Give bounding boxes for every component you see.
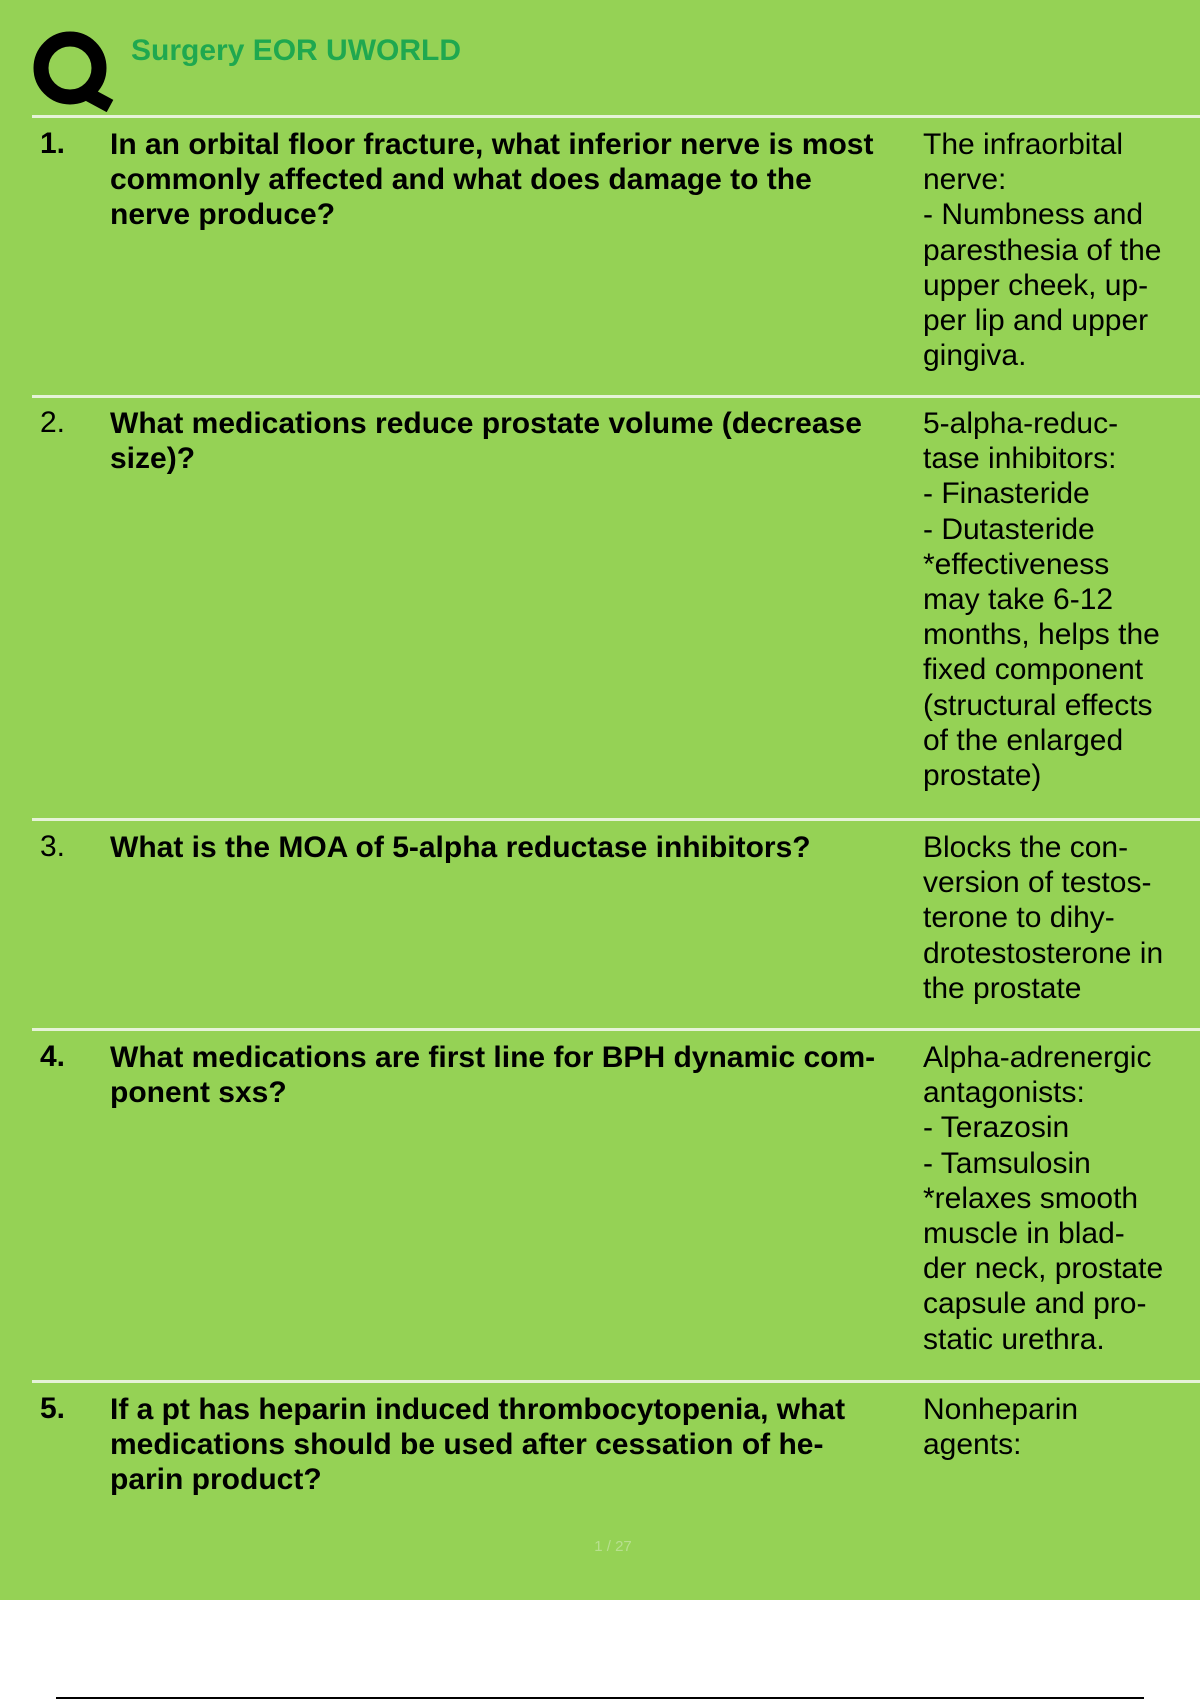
card-question: What medications are first line for BPH dynamic com- ponent sxs? <box>110 1041 876 1109</box>
card-number: 5. <box>40 1392 66 1425</box>
page-counter: 1 / 27 <box>594 1538 632 1555</box>
card-number: 3. <box>40 830 66 863</box>
quizlet-q-logo-icon <box>32 30 114 112</box>
divider <box>32 1380 1200 1383</box>
card-number: 4. <box>40 1040 66 1073</box>
card-question: What is the MOA of 5-alpha reductase inhibitors? <box>110 831 811 864</box>
card-answer: Nonheparin agents: <box>923 1393 1079 1462</box>
divider <box>32 1028 1200 1031</box>
card-answer: Blocks the con- version of testos- terone to dihy- drotestosterone in the prostate <box>923 831 1164 1005</box>
card-answer: Alpha-adrenergic antagonists: - Terazosin - Tamsulosin *relaxes smooth muscle in blad- der neck, prostate capsule and pro- static urethra. <box>923 1041 1164 1356</box>
document-header <box>32 30 1200 116</box>
document-title: Surgery EOR UWORLD <box>131 34 462 67</box>
page-bottom-rule <box>56 1697 1144 1699</box>
card-answer: The infraorbital nerve: - Numbness and paresthesia of the upper cheek, up- per lip and upper gingiva. <box>923 128 1162 373</box>
card-number: 2. <box>40 406 66 439</box>
divider <box>32 395 1200 398</box>
card-number: 1. <box>40 127 66 160</box>
card-question: What medications reduce prostate volume (decrease size)? <box>110 407 862 475</box>
divider <box>32 115 1200 118</box>
card-question: In an orbital floor fracture, what inferior nerve is most commonly affected and what does damage to the nerve produce? <box>110 128 874 231</box>
divider <box>32 818 1200 821</box>
card-answer: 5-alpha-reduc- tase inhibitors: - Finasteride - Dutasteride *effectiveness may take 6-12 months, helps the fixed component (structural effects of the enlarged prostate) <box>923 407 1160 793</box>
card-question: If a pt has heparin induced thrombocytopenia, what medications should be used after cessation of he- parin product? <box>110 1393 846 1496</box>
